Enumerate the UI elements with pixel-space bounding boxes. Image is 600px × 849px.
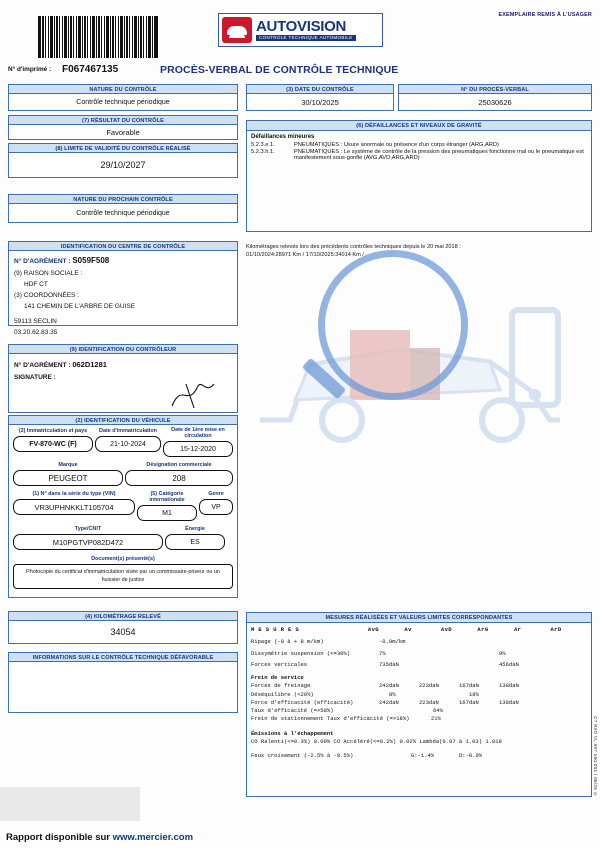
resultat-value: Favorable bbox=[8, 124, 238, 140]
car-watermark-icon bbox=[250, 270, 570, 470]
centre-agrement-value: S059F508 bbox=[72, 256, 110, 265]
taux-efficacite-value: 64% bbox=[433, 707, 443, 714]
logo-main-text: AUTOVISION bbox=[256, 17, 347, 35]
date-controle-label: (3) DATE DU CONTRÔLE bbox=[246, 84, 394, 95]
dissymetrie-label: Dissymétrie suspension (<=30%) bbox=[251, 649, 351, 657]
date-mec-label: Date de 1ère mise en circulation bbox=[171, 427, 225, 439]
immat-value: FV-870-WC (F) bbox=[13, 436, 93, 452]
centre-raison-label: (9) RAISON SOCIALE : bbox=[14, 269, 83, 277]
defaillance-code: 5.2.3.h.1. bbox=[251, 149, 275, 155]
categorie-label: (5) Catégorie internationale bbox=[149, 491, 185, 504]
forces-freinage-avg: 242daN bbox=[379, 682, 399, 690]
controleur-panel bbox=[8, 353, 238, 413]
autovision-logo bbox=[218, 13, 383, 47]
resultat-label: (7) RÉSULTAT DU CONTRÔLE bbox=[8, 115, 238, 126]
km-history-note bbox=[246, 243, 592, 259]
info-defavorable-label: INFORMATIONS SUR LE CONTRÔLE TECHNIQUE DÉFAVORABLE bbox=[8, 652, 238, 663]
info-defavorable-body bbox=[8, 661, 238, 713]
date-immat-label: Date d'immatriculation bbox=[99, 428, 157, 434]
footer-url[interactable]: www.mercier.com bbox=[112, 832, 194, 843]
defaillance-text: PNEUMATIQUES : Le système de contrôle de la pression des pneumatiques fonctionne mal ou le pneumatique est manifestement sous-gonflé (AVG,AVD,ARG,ARD) bbox=[294, 149, 584, 161]
genre-label: Genre bbox=[208, 491, 224, 498]
force-efficacite-avg: 242daN bbox=[379, 698, 399, 706]
defaillance-code: 5.2.3.e.1. bbox=[251, 141, 275, 148]
feux-d-value: D:-0.9% bbox=[459, 752, 483, 759]
typecnit-value: M10PGTVP082D472 bbox=[13, 534, 163, 550]
magnifier-handle-icon bbox=[302, 358, 346, 400]
mesures-col-title: M E S U R E S bbox=[251, 626, 300, 633]
desequilibre-ar: 18% bbox=[469, 690, 479, 698]
designation-value: 208 bbox=[125, 470, 233, 486]
limite-validite-value: 29/10/2027 bbox=[8, 152, 238, 178]
centre-panel bbox=[8, 250, 238, 336]
imprime-label: N° d'imprimé : bbox=[8, 66, 52, 73]
force-efficacite-arg: 167daN bbox=[459, 698, 479, 706]
taux-efficacite-label: Taux d'efficacité (=>58%) bbox=[251, 707, 334, 714]
ripage-value: -0.9m/km bbox=[379, 638, 406, 646]
mesures-col-avg: AvG bbox=[367, 626, 379, 633]
footer-prefix: Rapport disponible sur bbox=[6, 832, 113, 843]
defaillances-panel bbox=[246, 120, 592, 237]
vin-value: VR3UPHNKKLT105704 bbox=[13, 499, 135, 515]
forces-freinage-ard: 138daN bbox=[499, 682, 519, 690]
mesures-panel bbox=[246, 612, 592, 802]
vehicule-panel bbox=[8, 424, 238, 598]
num-pv-value: 25030626 bbox=[398, 93, 592, 111]
forces-verticales-arg: 456daN bbox=[499, 660, 519, 668]
controleur-agrement-label: N° D'AGRÉMENT : bbox=[14, 362, 71, 369]
forces-verticales-label: Forces verticales bbox=[251, 660, 308, 668]
controleur-signature-label: SIGNATURE : bbox=[14, 374, 56, 382]
frein-stationnement-label: Frein de stationnement Taux d'efficacité (=>18%) bbox=[251, 715, 410, 723]
defaillance-text: PNEUMATIQUES : Usure anormale ou présence d'un corps étranger (ARG,ARD) bbox=[294, 141, 499, 148]
marque-value: PEUGEOT bbox=[13, 470, 123, 486]
force-efficacite-ard: 138daN bbox=[499, 698, 519, 706]
num-pv-label: N° DU PROCÈS-VERBAL bbox=[398, 84, 592, 95]
defaillances-body bbox=[246, 131, 592, 232]
desequilibre-av: 8% bbox=[389, 690, 396, 698]
logo-badge-icon bbox=[222, 17, 252, 43]
documents-value: Photocopie du certificat d'immatriculation visée par un commissaire-priseur ou un huissier de justice bbox=[26, 569, 220, 584]
force-efficacite-label: Force d'efficacité (efficacité) bbox=[251, 698, 354, 706]
defaillance-item bbox=[251, 149, 587, 161]
vin-label: (1) N° dans la série du type (VIN) bbox=[32, 491, 116, 498]
ripage-label: Ripage (-8 à + 8 m/km) bbox=[251, 638, 324, 646]
centre-coord-line2: 59113 SECLIN bbox=[14, 317, 57, 325]
km-note-line1: Kilométrages relevés lors des précédents contrôles techniques depuis le 20 mai 2018 : bbox=[246, 244, 461, 250]
dissymetrie-avg: 7% bbox=[379, 649, 386, 657]
defaillances-header: (6) DÉFAILLANCES ET NIVEAUX DE GRAVITÉ bbox=[246, 120, 592, 131]
nature-prochain-value: Contrôle technique périodique bbox=[8, 203, 238, 223]
feux-label: Feux croisement (-2.5% à -0.5%) bbox=[251, 752, 354, 759]
page-title: PROCÈS-VERBAL DE CONTRÔLE TECHNIQUE bbox=[160, 64, 399, 76]
imprime-value: F067467135 bbox=[62, 64, 119, 75]
kilometrage-label: (4) KILOMÉTRAGE RELEVÉ bbox=[8, 611, 238, 622]
logo-sub-text: CONTROLE TECHNIQUE AUTOMOBILE bbox=[256, 35, 356, 42]
frein-stationnement-value: 21% bbox=[431, 715, 441, 723]
centre-coord-line1: 141 CHEMIN DE L'ARBRE DE GUISE bbox=[24, 302, 136, 310]
forces-verticales-avg: 735daN bbox=[379, 660, 399, 668]
nature-prochain-label: NATURE DU PROCHAIN CONTRÔLE bbox=[8, 194, 238, 205]
marque-label: Marque bbox=[58, 462, 78, 469]
frein-service-title: Frein de service bbox=[251, 674, 304, 681]
date-controle-value: 30/10/2025 bbox=[246, 93, 394, 111]
controleur-agrement-value: 062D1281 bbox=[72, 360, 107, 369]
km-note-line2: 01/10/2024:28971 Km / 17/10/2025:34014 Km / bbox=[246, 252, 364, 259]
vehicule-header: (2) IDENTIFICATION DU VÉHICULE bbox=[8, 415, 238, 426]
centre-header: IDENTIFICATION DU CENTRE DE CONTRÔLE bbox=[8, 241, 238, 252]
forces-freinage-arg: 167daN bbox=[459, 682, 479, 690]
mesures-header: MESURES RÉALISÉES ET VALEURS LIMITES CORRESPONDANTES bbox=[246, 612, 592, 623]
forces-freinage-label: Forces de freinage bbox=[251, 682, 311, 690]
typecnit-label: Type/CNIT bbox=[74, 526, 102, 533]
gray-block bbox=[0, 787, 140, 821]
centre-coord-line3: 03.20.62.83.35 bbox=[14, 328, 58, 336]
mesures-col-av: Av bbox=[404, 626, 412, 633]
exemplaire-note: EXEMPLAIRE REMIS À L'USAGER bbox=[498, 12, 592, 18]
centre-agrement-label: N° D'AGRÉMENT : bbox=[14, 258, 71, 265]
dissymetrie-arg: 9% bbox=[499, 649, 506, 657]
centre-raison-value: HDF CT bbox=[24, 280, 48, 288]
magnifier-icon bbox=[318, 250, 468, 400]
nature-controle-value: Contrôle technique périodique bbox=[8, 93, 238, 111]
mesures-col-ard: ArD bbox=[550, 626, 562, 633]
designation-label: Désignation commerciale bbox=[146, 462, 212, 469]
energie-label: Énergie bbox=[185, 526, 205, 533]
immat-label: (2) Immatriculation et pays bbox=[18, 428, 88, 434]
categorie-value: M1 bbox=[137, 505, 197, 521]
centre-coord-label: (3) COORDONNÉES : bbox=[14, 291, 80, 299]
date-immat-value: 21-10-2024 bbox=[95, 436, 161, 452]
kilometrage-value: 34054 bbox=[8, 620, 238, 644]
defaillance-item bbox=[251, 142, 587, 148]
mesures-col-arg: ArG bbox=[477, 626, 489, 633]
documents-label: Document(s) présenté(s) bbox=[91, 556, 155, 563]
feux-g-value: G:-1.4% bbox=[411, 752, 435, 759]
emissions-title: Émissions à l'échappement bbox=[251, 729, 334, 737]
forces-freinage-avd: 223daN bbox=[419, 682, 439, 690]
controleur-header: (9) IDENTIFICATION DU CONTRÔLEUR bbox=[8, 344, 238, 355]
genre-value: VP bbox=[199, 499, 233, 515]
documents-value-box bbox=[13, 564, 233, 588]
mesures-body bbox=[246, 623, 592, 797]
emissions-line: CO Ralenti(<=0.3%) 0.00% CO Accéléré(<=0.2%) 0.02% Lambda(0.97 à 1.03) 1.018 bbox=[251, 737, 502, 745]
side-reference: CT RéD VL 997 160.001 / 06/25 © bbox=[593, 716, 598, 797]
mesures-col-ar: Ar bbox=[513, 626, 522, 633]
mesures-col-avd: AvD bbox=[440, 626, 453, 633]
desequilibre-label: Déséquilibre (<20%) bbox=[251, 690, 314, 698]
date-mec-value: 15-12-2020 bbox=[163, 441, 233, 457]
limite-validite-label: (8) LIMITE DE VALIDITÉ DU CONTRÔLE RÉALISÉ bbox=[8, 143, 238, 154]
barcode bbox=[38, 16, 158, 58]
defaillances-subtitle: Défaillances mineures bbox=[251, 134, 315, 140]
energie-value: ES bbox=[165, 534, 225, 550]
force-efficacite-avd: 223daN bbox=[419, 698, 439, 706]
footer-note bbox=[6, 832, 193, 843]
nature-controle-label: NATURE DU CONTRÔLE bbox=[8, 84, 238, 95]
